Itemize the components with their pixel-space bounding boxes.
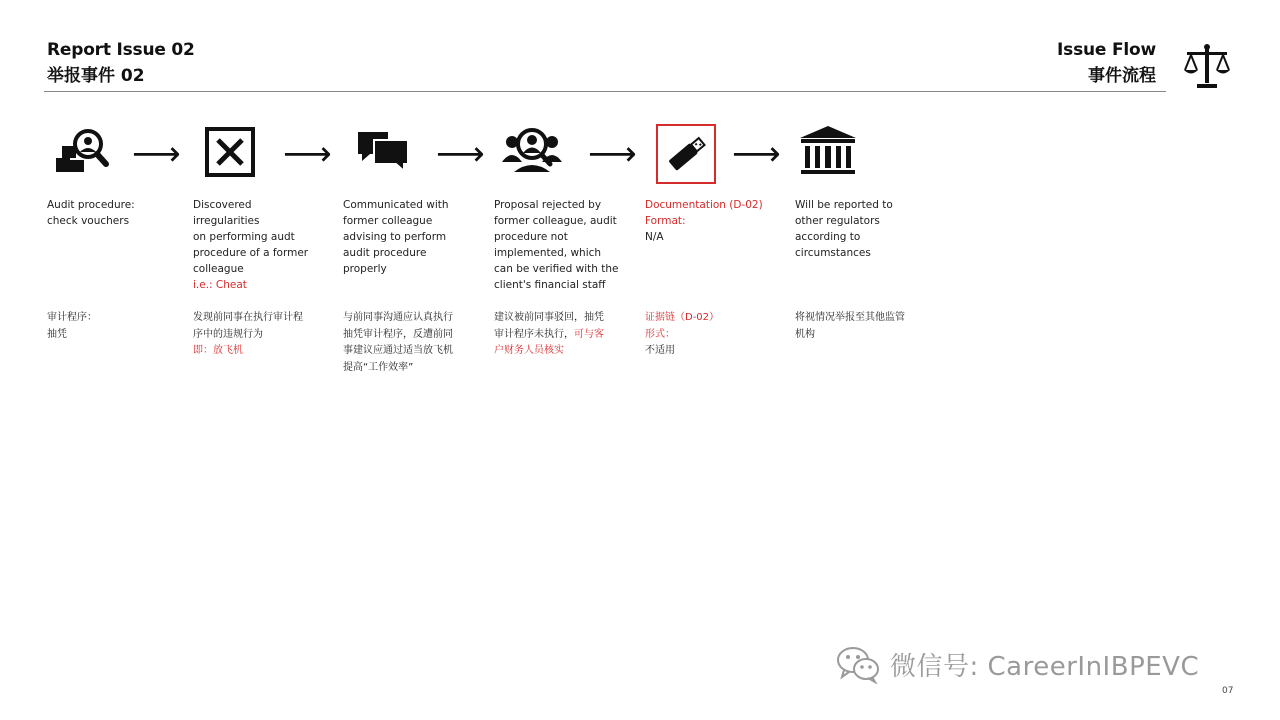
flow-arrow-2: ⟶ <box>283 134 332 174</box>
step-5-desc-en: Documentation (D-02) Format: N/A <box>645 199 763 243</box>
chat-bubbles-icon <box>352 124 416 184</box>
step-3-desc-en: Communicated with former colleague advising to perform audit procedure properly <box>343 199 449 275</box>
flow-arrow-1: ⟶ <box>132 134 181 174</box>
flow-arrow-3: ⟶ <box>436 134 485 174</box>
step-3-desc-cn: 与前同事沟通应认真执行 抽凭审计程序，反遭前同 事建议应通过适当放飞机 提高“工作效率” <box>343 312 453 373</box>
scales-of-justice-icon <box>1182 42 1232 92</box>
usb-drive-icon <box>658 126 714 182</box>
page-number: 07 <box>1222 686 1234 696</box>
team-search-icon <box>500 124 564 184</box>
bank-building-icon <box>796 124 860 184</box>
step-2-desc-cn: 发现前同事在执行审计程 序中的违规行为 即：放飞机 <box>193 312 303 356</box>
watermark-text: 微信号: CareerInIBPEVC <box>890 652 1200 682</box>
audit-magnifier-icon <box>52 124 116 184</box>
section-title-cn: 事件流程 <box>1088 66 1156 86</box>
section-title-en: Issue Flow <box>1057 40 1156 60</box>
wechat-icon <box>836 644 880 684</box>
step-4-desc-en: Proposal rejected by former colleague, audit procedure not implemented, which can be verified with the client's financial staff <box>494 199 619 291</box>
highlight-frame <box>656 124 716 184</box>
step-6-desc-en: Will be reported to other regulators according to circumstances <box>795 199 893 259</box>
step-1-desc-en: Audit procedure: check vouchers <box>47 199 135 227</box>
flow-arrow-5: ⟶ <box>732 134 781 174</box>
step-1-desc-cn: 审计程序： 抽凭 <box>47 312 97 340</box>
step-5-desc-cn: 证据链（D-02） 形式： 不适用 <box>645 312 720 356</box>
step-6-desc-cn: 将视情况举报至其他监管 机构 <box>795 312 905 340</box>
x-box-icon <box>200 124 264 184</box>
step-2-desc-en: Discovered irregularities on performing audt procedure of a former colleague i.e.: Cheat <box>193 199 309 291</box>
header-divider <box>44 91 1166 92</box>
page-title-en: Report Issue 02 <box>47 40 195 60</box>
step-4-desc-cn: 建议被前同事驳回，抽凭 审计程序未执行，可与客 户财务人员核实 <box>494 312 604 356</box>
page-title-cn: 举报事件 02 <box>47 66 145 86</box>
flow-arrow-4: ⟶ <box>588 134 637 174</box>
